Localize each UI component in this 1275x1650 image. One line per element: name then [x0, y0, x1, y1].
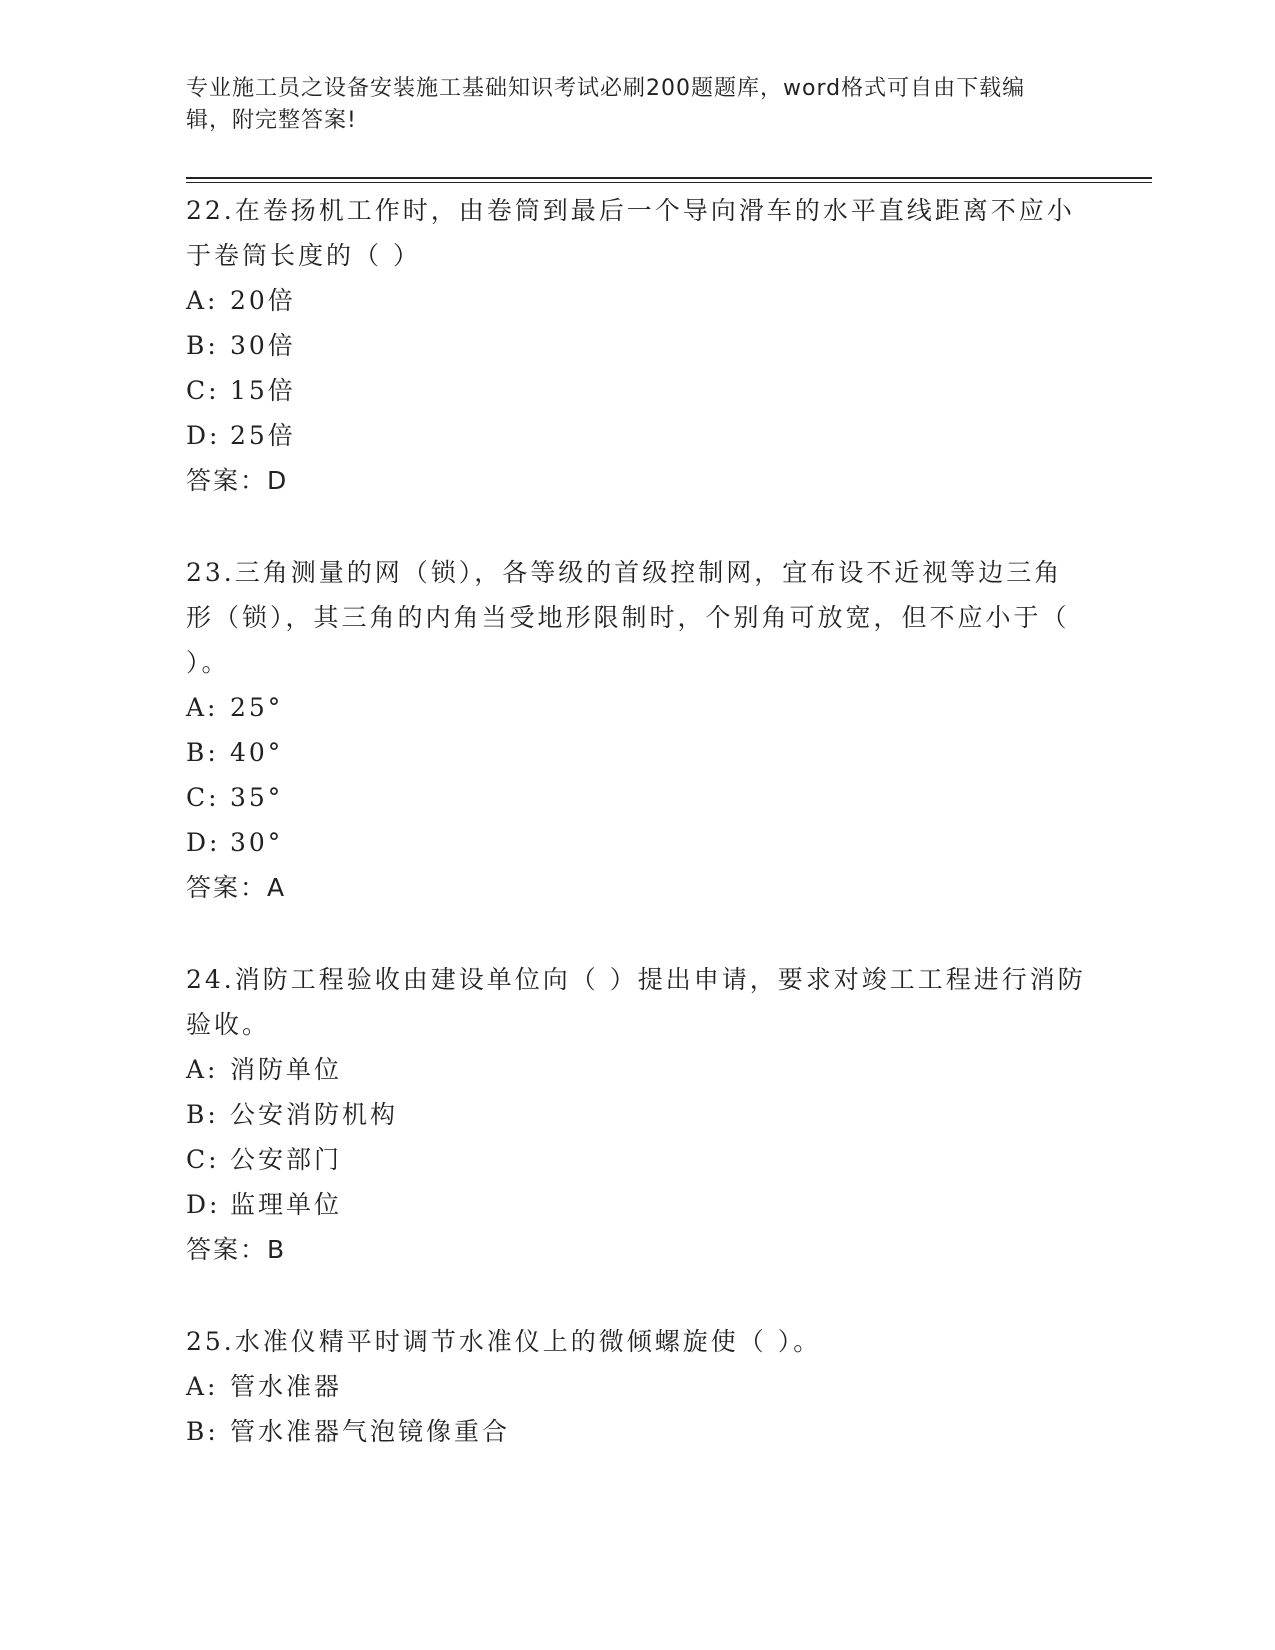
- option-text: 管水准器气泡镜像重合: [230, 1417, 511, 1446]
- question-gap: [186, 1272, 1086, 1319]
- option-text: 20倍: [230, 286, 296, 315]
- option-letter: D:: [186, 421, 221, 450]
- option-b: [186, 730, 1086, 775]
- document-header: [186, 73, 1066, 137]
- option-text: 40°: [230, 738, 284, 767]
- question-24: [186, 957, 1086, 1272]
- option-text: 消防单位: [230, 1055, 343, 1084]
- option-text: 35°: [230, 783, 284, 812]
- option-letter: B:: [186, 1417, 219, 1446]
- option-b: [186, 1092, 1086, 1137]
- option-b: [186, 1409, 1086, 1454]
- question-gap: [186, 503, 1086, 550]
- option-c: [186, 1137, 1086, 1182]
- option-d: [186, 820, 1086, 865]
- option-text: 25°: [230, 693, 284, 722]
- option-letter: C:: [186, 783, 220, 812]
- option-text: 25倍: [230, 421, 296, 450]
- question-23: [186, 550, 1086, 910]
- option-letter: B:: [186, 1100, 219, 1129]
- option-text: 15倍: [230, 376, 296, 405]
- option-text: 公安消防机构: [230, 1100, 399, 1129]
- question-stem: 22.在卷扬机工作时，由卷筒到最后一个导向滑车的水平直线距离不应小于卷筒长度的（ ）: [186, 196, 1075, 270]
- option-text: 公安部门: [230, 1145, 343, 1174]
- header-rule-thin: [186, 182, 1152, 183]
- option-text: 监理单位: [230, 1190, 343, 1219]
- option-letter: C:: [186, 376, 220, 405]
- option-text: 30倍: [230, 331, 296, 360]
- question-stem: 24.消防工程验收由建设单位向（ ）提出申请，要求对竣工工程进行消防验收。: [186, 965, 1086, 1039]
- option-a: [186, 278, 1086, 323]
- option-letter: D:: [186, 828, 221, 857]
- option-letter: A:: [186, 693, 219, 722]
- option-b: [186, 323, 1086, 368]
- question-list: [186, 188, 1086, 1454]
- answer-line: 答案：B: [186, 1235, 287, 1264]
- option-letter: A:: [186, 1372, 219, 1401]
- question-22: [186, 188, 1086, 503]
- option-letter: A:: [186, 286, 219, 315]
- option-letter: D:: [186, 1190, 221, 1219]
- option-a: [186, 1047, 1086, 1092]
- answer-line: 答案：D: [186, 466, 289, 495]
- option-a: [186, 1364, 1086, 1409]
- option-c: [186, 775, 1086, 820]
- question-stem: 23.三角测量的网（锁），各等级的首级控制网，宜布设不近视等边三角形（锁），其三角的内角当受地形限制时，个别角可放宽，但不应小于（ ）。: [186, 558, 1070, 677]
- question-stem: 25.水准仪精平时调节水准仪上的微倾螺旋使（ ）。: [186, 1327, 822, 1356]
- option-d: [186, 1182, 1086, 1227]
- header-title: 专业施工员之设备安装施工基础知识考试必刷200题题库，word格式可自由下载编辑，附完整答案!: [186, 76, 1026, 133]
- option-text: 30°: [230, 828, 284, 857]
- option-text: 管水准器: [230, 1372, 343, 1401]
- option-c: [186, 368, 1086, 413]
- question-25: [186, 1319, 1086, 1454]
- header-rule-thick: [186, 177, 1152, 179]
- question-gap: [186, 910, 1086, 957]
- option-d: [186, 413, 1086, 458]
- option-letter: C:: [186, 1145, 220, 1174]
- option-letter: B:: [186, 331, 219, 360]
- option-letter: A:: [186, 1055, 219, 1084]
- option-letter: B:: [186, 738, 219, 767]
- answer-line: 答案：A: [186, 873, 287, 902]
- option-a: [186, 685, 1086, 730]
